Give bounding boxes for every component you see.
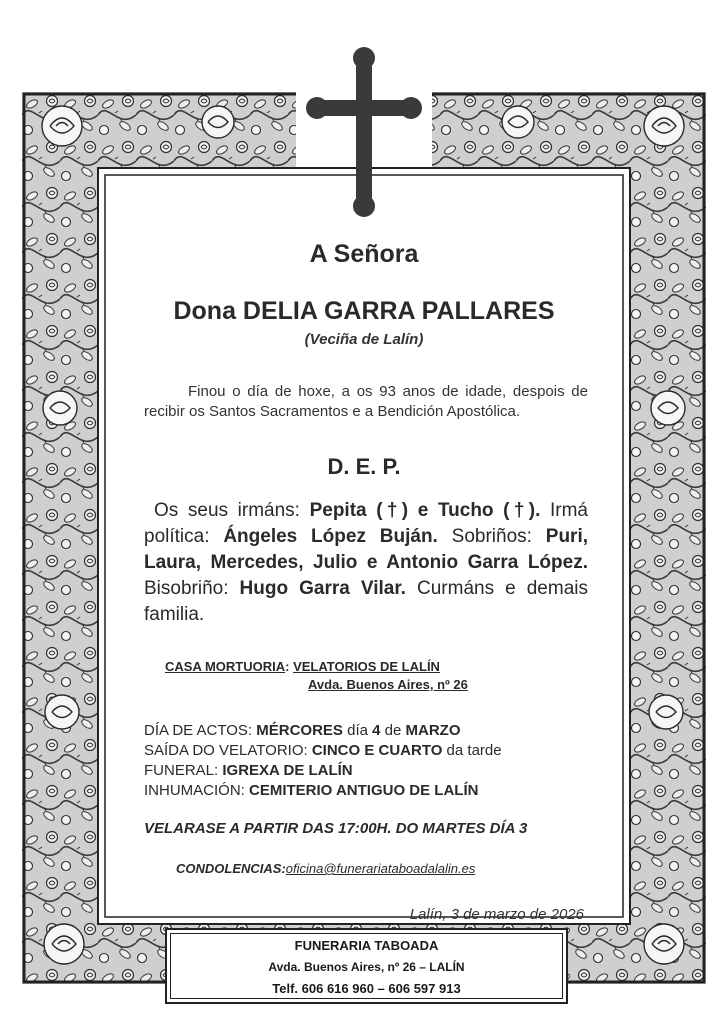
family-nephews: Puri, Laura, Mercedes, Julio e Antonio Garra López. (144, 526, 588, 573)
dep-heading: D. E. P. (327, 454, 401, 479)
act-mid: día (342, 722, 373, 739)
act-mid: de (380, 722, 406, 739)
funeral-home-phone: Telf. 606 616 960 – 606 597 913 (272, 981, 461, 996)
act-value: CINCO E CUARTO (311, 742, 443, 759)
act-departure (144, 742, 502, 759)
wake-notice: VELARASE A PARTIR DAS 17:00H. DO MARTES DÍA 3 (144, 820, 528, 837)
intro-text: Finou o día de hoxe, a os 93 anos de idade, despois de recibir os Santos Sacramentos e a Bendición Apostólica. (144, 383, 588, 420)
family-siblings: Pepita (†) e Tucho (†). (309, 500, 541, 521)
act-label: INHUMACIÓN: (144, 782, 249, 799)
family-grandnephew: Hugo Garra Vilar. (239, 578, 406, 599)
family-sister-in-law: Ángeles López Buján. (223, 526, 438, 547)
condolences-label: CONDOLENCIAS: (176, 861, 286, 876)
funeral-home-name: FUNERARIA TABOADA (294, 938, 439, 953)
family-text-4: Bisobriño: (144, 578, 240, 599)
act-label: DÍA DE ACTOS: (144, 722, 257, 739)
act-value: IGREXA DE LALÍN (222, 762, 353, 779)
act-burial (144, 782, 478, 799)
funeral-home-address: Avda. Buenos Aires, nº 26 – LALÍN (268, 960, 465, 974)
latin-cross-icon (306, 46, 422, 218)
act-value: MARZO (405, 722, 461, 739)
act-funeral (144, 762, 353, 779)
casa-address: Avda. Buenos Aires, nº 26 (308, 677, 468, 692)
condolences (176, 861, 475, 876)
family-text-1: Os seus irmáns: (154, 500, 310, 521)
casa-place: VELATORIOS DE LALÍN (293, 659, 440, 674)
family-text-3: Sobriños: (437, 526, 546, 547)
deceased-name: Dona DELIA GARRA PALLARES (173, 297, 555, 325)
family-text-5: Curmáns e demais familia. (144, 578, 588, 625)
casa-mortuoria (165, 659, 440, 674)
title-honorific: A Señora (309, 240, 419, 268)
neighbor-note: (Veciña de Lalín) (304, 331, 424, 348)
notice-date: Lalín, 3 de marzo de 2026 (409, 906, 584, 923)
family-text-2: Irmá política: (144, 500, 588, 547)
act-value: CEMITERIO ANTIGUO DE LALÍN (249, 782, 479, 799)
family-paragraph (144, 498, 588, 628)
act-value: 4 (372, 722, 381, 739)
condolences-email-link[interactable]: oficina@funerariataboadalalin.es (285, 861, 476, 876)
casa-separator: : (285, 659, 294, 674)
intro-paragraph (144, 382, 588, 422)
act-label: SAÍDA DO VELATORIO: (144, 742, 312, 759)
act-label: FUNERAL: (144, 762, 223, 779)
act-day (144, 722, 461, 739)
act-mid: da tarde (442, 742, 502, 759)
act-value: MÉRCORES (256, 722, 343, 739)
funeral-home-box (165, 928, 568, 1004)
casa-label: CASA MORTUORIA (165, 659, 286, 674)
